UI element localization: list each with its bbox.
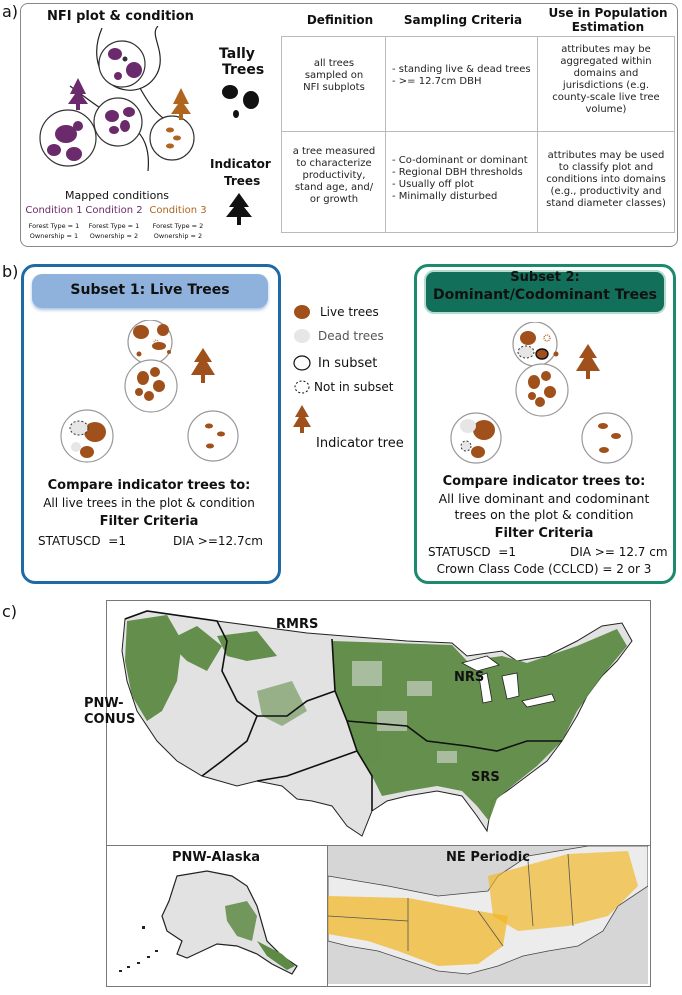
use-header-line1: Use in Population <box>548 6 668 20</box>
region-label-nrs: NRS <box>454 670 485 685</box>
table-divider <box>281 131 675 132</box>
legend-not-in-subset: Not in subset <box>314 380 394 394</box>
tally-sampling-cell: - standing live & dead trees - >= 12.7cm DBH <box>392 64 531 87</box>
subset1-filter-statuscd: STATUSCD =1 <box>38 534 126 548</box>
tally-definition-cell: all trees sampled on NFI subplots <box>303 58 365 93</box>
indicator-tree-black-icon <box>224 193 254 229</box>
indicator-tree-icon <box>191 348 215 383</box>
nfi-plot-diagram <box>30 26 205 171</box>
region-label-srs: SRS <box>471 770 500 785</box>
indicator-tree-icon <box>68 78 88 110</box>
mapped-conditions-label: Mapped conditions <box>65 189 170 202</box>
subset2-filter-title: Filter Criteria <box>494 526 594 541</box>
alaska-title: PNW-Alaska <box>171 850 260 865</box>
ne-periodic-title: NE Periodic <box>446 850 530 865</box>
sampling-criteria-header: Sampling Criteria <box>403 13 523 27</box>
tally-trees-icon <box>220 82 265 122</box>
condition-3-name: Condition 3 <box>149 205 207 216</box>
subset1-plot-diagram <box>55 320 255 480</box>
tally-use-cell: attributes may be aggregated within domains and jurisdictions (e.g. county-scale live tree volume) <box>552 44 660 115</box>
region-label-pnw-conus-2: CONUS <box>84 712 136 727</box>
subset1-filter-title: Filter Criteria <box>99 514 199 529</box>
subset1-compare-title: Compare indicator trees to: <box>47 478 251 493</box>
region-label-rmrs: RMRS <box>276 617 319 632</box>
subplot-circle <box>94 98 142 146</box>
legend-in-subset: In subset <box>318 356 378 371</box>
condition-3-forest-type: Forest Type = 2 <box>152 222 204 230</box>
condition-1-ownership: Ownership = 1 <box>29 232 79 240</box>
indicator-use-cell: attributes may be used to classify plot and conditions into domains (e.g., productivity and stand diameter classes) <box>546 150 666 209</box>
subplot-circle <box>150 116 194 160</box>
subset2-title-2: Dominant/Codominant Trees <box>433 287 657 303</box>
legend-live-trees: Live trees <box>320 305 379 319</box>
panel-a-label: a) <box>2 2 19 21</box>
nfi-plot-title: NFI plot & condition <box>47 9 194 24</box>
ne-periodic-map <box>328 846 648 984</box>
subset1-compare-desc: All live trees in the plot & condition <box>43 496 255 510</box>
indicator-sampling-cell: - Co-dominant or dominant - Regional DBH thresholds - Usually off plot - Minimally disturbed <box>392 155 528 202</box>
panel-b-label: b) <box>2 262 19 281</box>
condition-2-ownership: Ownership = 2 <box>89 232 139 240</box>
indicator-trees-label-2: Trees <box>224 174 261 188</box>
tally-trees-label-1: Tally <box>219 46 255 62</box>
region-label-pnw-conus-1: PNW- <box>84 696 124 711</box>
condition-2-forest-type: Forest Type = 1 <box>88 222 140 230</box>
alaska-forest-map <box>107 846 325 984</box>
indicator-trees-label-1: Indicator <box>210 157 271 171</box>
subset2-plot-diagram <box>450 322 650 482</box>
indicator-tree-icon <box>171 88 191 120</box>
definition-header: Definition <box>306 13 374 27</box>
legend-dead-trees: Dead trees <box>318 329 384 343</box>
subset2-compare-title: Compare indicator trees to: <box>442 474 646 489</box>
legend-icons <box>292 300 314 450</box>
legend-indicator-tree: Indicator tree <box>316 436 404 451</box>
tally-trees-label-2: Trees <box>222 62 265 78</box>
condition-2-name: Condition 2 <box>85 205 143 216</box>
subset1-title: Subset 1: Live Trees <box>70 282 230 298</box>
subset2-filter-cclcd: Crown Class Code (CCLCD) = 2 or 3 <box>436 562 652 576</box>
subset2-compare-desc-2: trees on the plot & condition <box>454 507 634 522</box>
subset2-title-1: Subset 2: <box>510 270 580 285</box>
condition-1-name: Condition 1 <box>25 205 83 216</box>
subset2-filter-statuscd: STATUSCD =1 <box>428 545 516 559</box>
condition-1-forest-type: Forest Type = 1 <box>28 222 80 230</box>
use-header-line2: Estimation <box>571 20 645 34</box>
conus-forest-map <box>107 601 649 844</box>
indicator-tree-icon <box>576 344 600 379</box>
subset2-compare-desc-1: All live dominant and codominant <box>438 491 650 506</box>
panel-c-label: c) <box>2 602 18 621</box>
subset1-filter-dia: DIA >=12.7cm <box>173 534 263 548</box>
subset2-filter-dia: DIA >= 12.7 cm <box>570 545 668 559</box>
indicator-definition-cell: a tree measured to characterize productivity, stand age, and/ or growth <box>292 146 376 205</box>
condition-3-ownership: Ownership = 2 <box>153 232 203 240</box>
